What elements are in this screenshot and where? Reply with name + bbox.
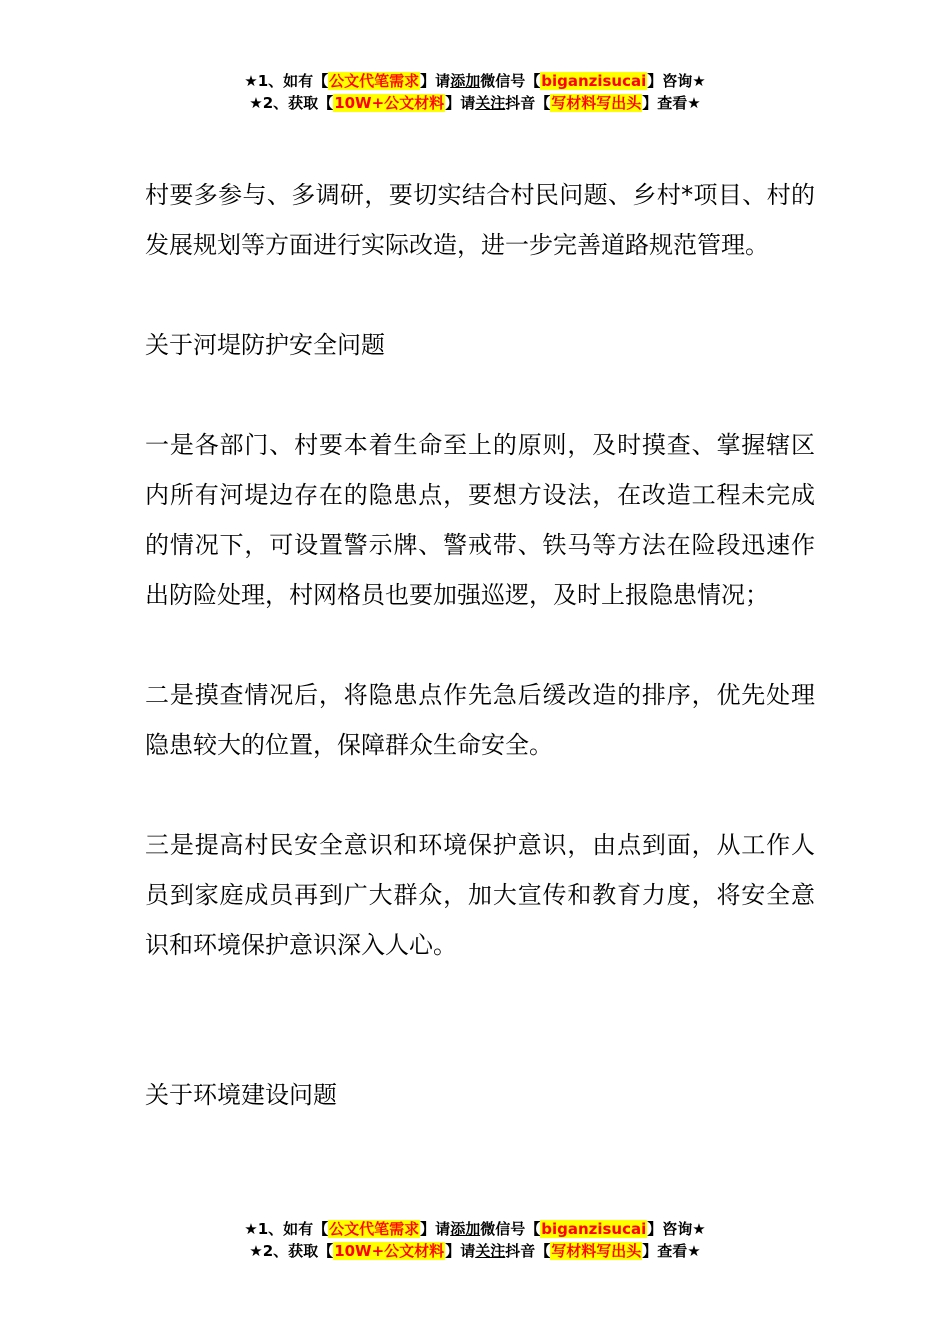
- header-banner: [0, 70, 950, 114]
- document-body: [145, 170, 815, 1120]
- banner-text: ★2、获取【: [249, 94, 334, 112]
- banner-text: ★2、获取【: [249, 1242, 334, 1260]
- banner-text: 微信号【: [480, 72, 541, 90]
- section-heading-river-safety: 关于河堤防护安全问题: [145, 331, 385, 359]
- banner-text: 】请: [445, 1242, 476, 1260]
- section-heading-environment: 关于环境建设问题: [145, 1081, 337, 1109]
- banner-line-1: [0, 70, 950, 92]
- banner-highlight-wechat: biganzisucai: [541, 72, 647, 90]
- banner-highlight: 公文代笔需求: [329, 72, 420, 90]
- banner-line-2: [0, 92, 950, 114]
- banner-underline: 添加: [450, 1220, 481, 1238]
- paragraph-point-three: 三是提高村民安全意识和环境保护意识，由点到面，从工作人员到家庭成员再到广大群众，加大宣传和教育力度，将安全意识和环境保护意识深入人心。: [145, 831, 815, 959]
- banner-text: 微信号【: [480, 1220, 541, 1238]
- banner-text: ★1、如有【: [244, 1220, 329, 1238]
- paragraph-road-management: 村要多参与、多调研，要切实结合村民问题、乡村*项目、村的发展规划等方面进行实际改造，进一步完善道路规范管理。: [145, 181, 815, 259]
- banner-text: 】查看★: [642, 1242, 701, 1260]
- banner-text: 】请: [420, 72, 451, 90]
- banner-line-1: [0, 1218, 950, 1240]
- paragraph-point-two: 二是摸查情况后，将隐患点作先急后缓改造的排序，优先处理隐患较大的位置，保障群众生命安全。: [145, 681, 815, 759]
- banner-highlight: 10W+公文材料: [334, 94, 445, 112]
- paragraph-point-one: 一是各部门、村要本着生命至上的原则，及时摸查、掌握辖区内所有河堤边存在的隐患点，要想方设法，在改造工程未完成的情况下，可设置警示牌、警戒带、铁马等方法在险段迅速作出防险处理，村网格员也要加强巡逻，及时上报隐患情况；: [145, 431, 815, 609]
- banner-text: 】咨询★: [647, 72, 706, 90]
- banner-underline: 关注: [475, 94, 506, 112]
- banner-text: ★1、如有【: [244, 72, 329, 90]
- banner-text: 】咨询★: [647, 1220, 706, 1238]
- banner-highlight-douyin: 写材料写出头: [551, 1242, 642, 1260]
- banner-highlight-douyin: 写材料写出头: [551, 94, 642, 112]
- banner-underline: 关注: [475, 1242, 506, 1260]
- banner-highlight: 10W+公文材料: [334, 1242, 445, 1260]
- banner-text: 】请: [445, 94, 476, 112]
- banner-underline: 添加: [450, 72, 481, 90]
- banner-text: 】请: [420, 1220, 451, 1238]
- banner-text: 抖音【: [505, 1242, 551, 1260]
- footer-banner: [0, 1218, 950, 1262]
- banner-highlight: 公文代笔需求: [329, 1220, 420, 1238]
- banner-text: 抖音【: [505, 94, 551, 112]
- banner-line-2: [0, 1240, 950, 1262]
- banner-text: 】查看★: [642, 94, 701, 112]
- banner-highlight-wechat: biganzisucai: [541, 1220, 647, 1238]
